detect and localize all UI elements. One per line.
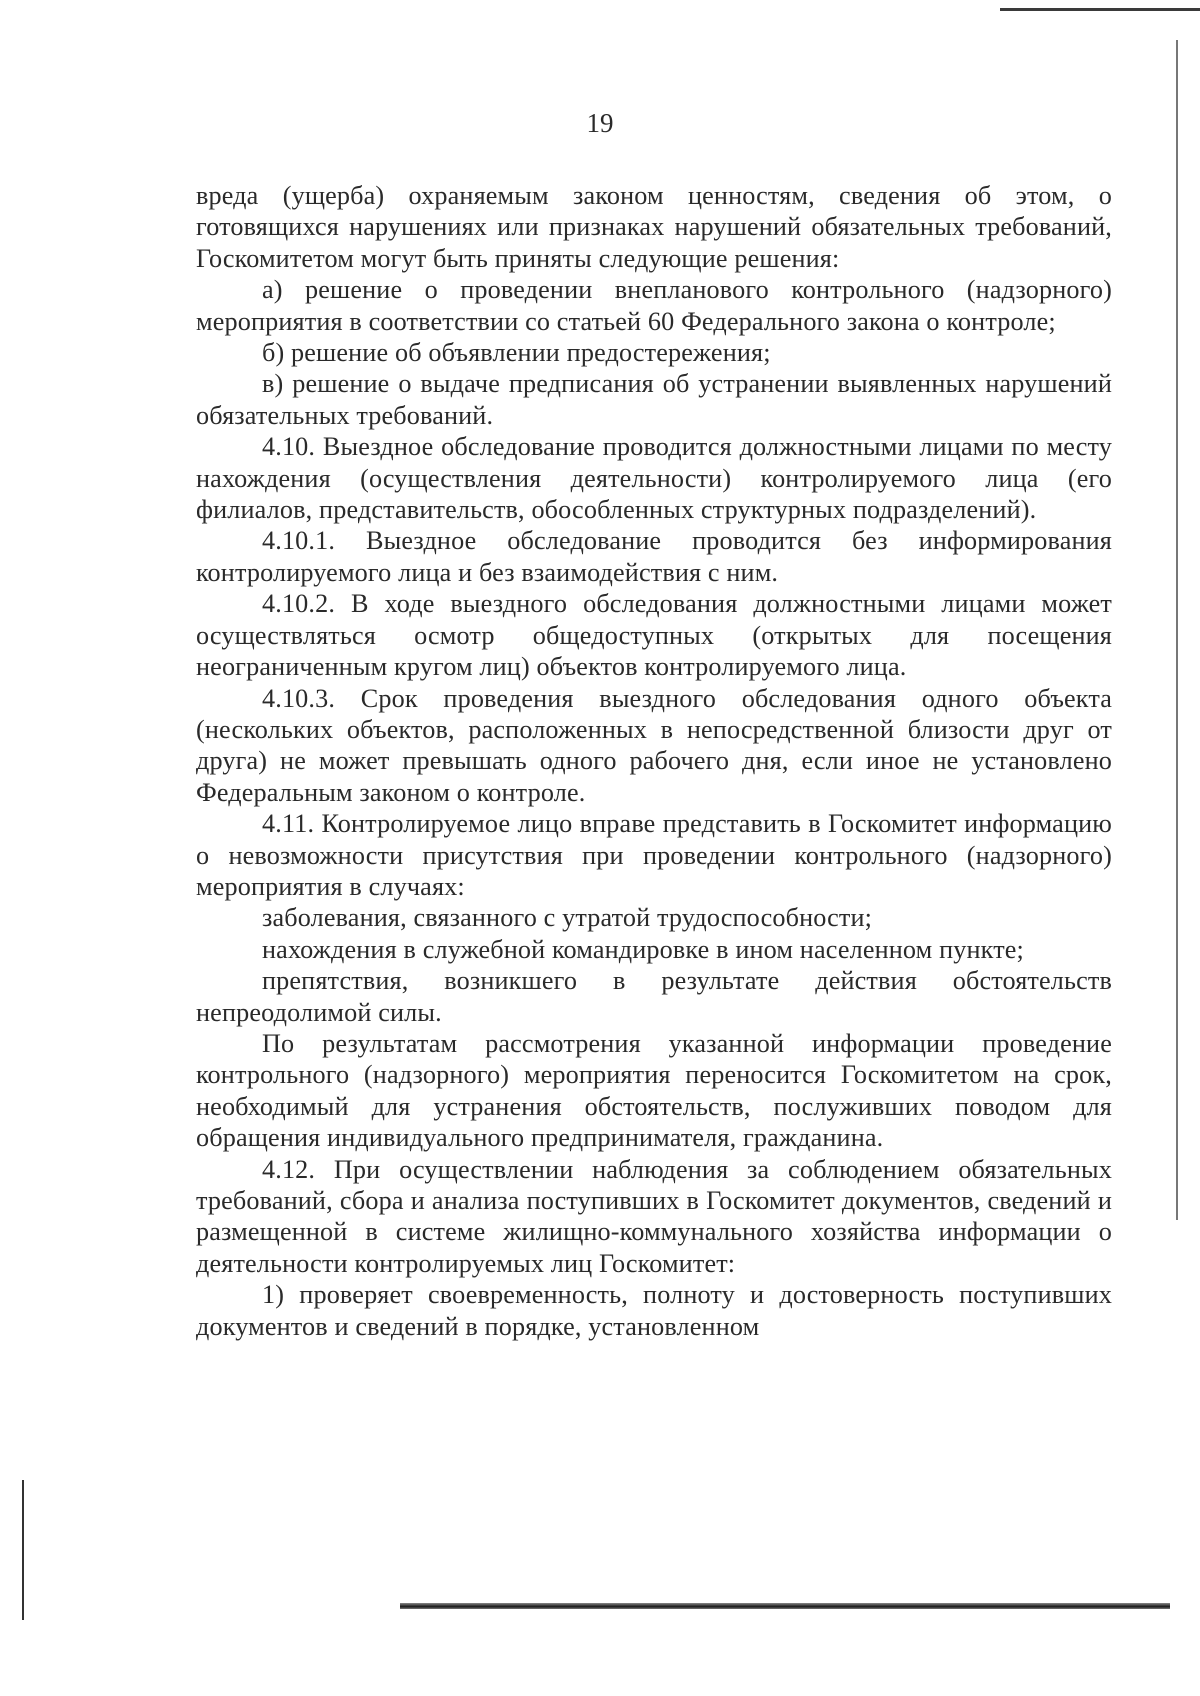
paragraph-4-12: 4.12. При осуществлении наблюдения за соблюдением обязательных требований, сбора и анализа поступивших в Госкомитет документов, сведений и размещенной в системе жилищно-коммунального хозяйства информации о деятельности контролируемых лиц Госкомитет: <box>196 1154 1112 1278</box>
paragraph-4-11: 4.11. Контролируемое лицо вправе представить в Госкомитет информацию о невозможности присутствия при проведении контрольного (надзорного) мероприятия в случаях: <box>196 809 1112 901</box>
scan-edge-right <box>1176 40 1178 1220</box>
paragraph-4-10-1: 4.10.1. Выездное обследование проводится без информирования контролируемого лица и без взаимодействия с ним. <box>196 526 1112 587</box>
paragraph-item-v: в) решение о выдаче предписания об устранении выявленных нарушений обязательных требований. <box>196 369 1112 430</box>
document-body <box>196 180 1112 1342</box>
paragraph-item-b: б) решение об объявлении предостережения; <box>262 338 771 368</box>
paragraph-case-force-majeure: препятствия, возникшего в результате действия обстоятельств непреодолимой силы. <box>196 966 1112 1027</box>
scan-edge-top <box>1000 8 1200 11</box>
paragraph-4-10: 4.10. Выездное обследование проводится должностными лицами по месту нахождения (осуществления деятельности) контролируемого лица (его филиалов, представительств, обособленных структурных подразделений). <box>196 432 1112 525</box>
scan-edge-left <box>22 1480 24 1620</box>
paragraph-item-a: а) решение о проведении внепланового контрольного (надзорного) мероприятия в соответствии со статьей 60 Федерального закона о контроле; <box>196 275 1112 336</box>
page-number: 19 <box>586 108 614 138</box>
paragraph-4-10-2: 4.10.2. В ходе выездного обследования должностными лицами может осуществляться осмотр общедоступных (открытых для посещения неограниченным кругом лиц) объектов контролируемого лица. <box>196 589 1112 682</box>
paragraph-4-12-item-1: 1) проверяет своевременность, полноту и достоверность поступивших документов и сведений в порядке, установленном <box>196 1280 1112 1341</box>
paragraph-case-business-trip: нахождения в служебной командировке в ином населенном пункте; <box>262 934 1024 964</box>
paragraph-4-10-3: 4.10.3. Срок проведения выездного обследования одного объекта (нескольких объектов, расположенных в непосредственной близости друг от друга) не может превышать одного рабочего дня, если иное не установлено Федеральным законом о контроле. <box>196 683 1112 807</box>
paragraph-postponement: По результатам рассмотрения указанной информации проведение контрольного (надзорного) мероприятия переносится Госкомитетом на срок, необходимый для устранения обстоятельств, послуживших поводом для обращения индивидуального предпринимателя, гражданина. <box>196 1028 1112 1153</box>
scan-edge-bottom <box>400 1603 1170 1609</box>
paragraph-continuation: вреда (ущерба) охраняемым законом ценностям, сведения об этом, о готовящихся нарушениях или признаках нарушений обязательных требований, Госкомитетом могут быть приняты следующие решения: <box>196 181 1112 273</box>
paragraph-case-illness: заболевания, связанного с утратой трудоспособности; <box>262 903 873 933</box>
